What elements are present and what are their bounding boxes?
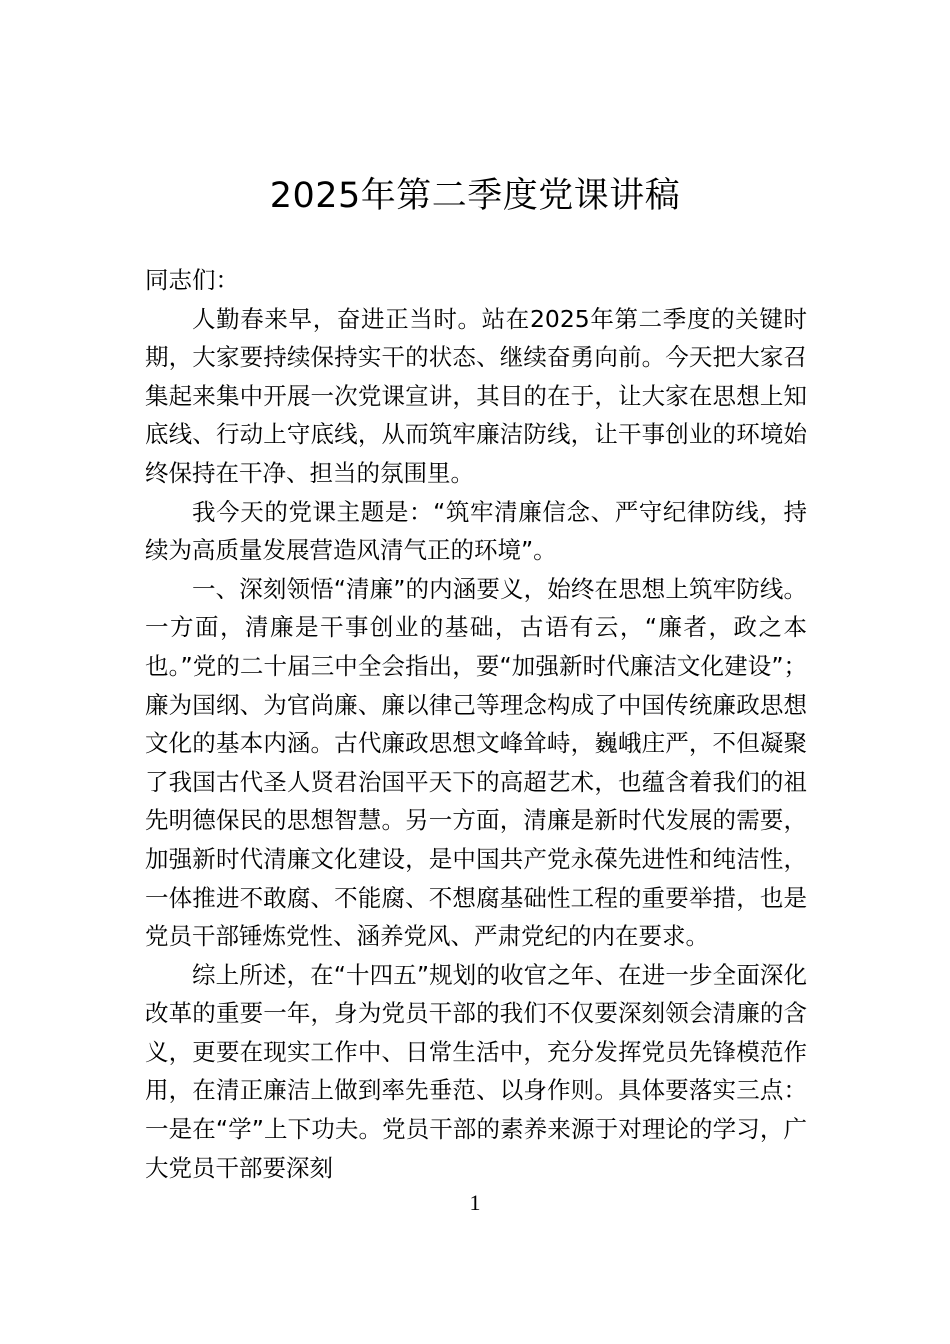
- document-body: [145, 261, 807, 1187]
- paragraph-intro: 人勤春来早，奋进正当时。站在2025年第二季度的关键时期，大家要持续保持实干的状态、继续奋勇向前。今天把大家召集起来集中开展一次党课宣讲，其目的在于，让大家在思想上知底线、行动上守底线，从而筑牢廉洁防线，让干事创业的环境始终保持在干净、担当的氛围里。: [145, 304, 807, 487]
- paragraph-section-one: 一、深刻领悟“清廉”的内涵要义，始终在思想上筑牢防线。一方面，清廉是干事创业的基础，古语有云，“廉者，政之本也。”党的二十届三中全会指出，要“加强新时代廉洁文化建设”；廉为国纲、为官尚廉、廉以律己等理念构成了中国传统廉政思想文化的基本内涵。古代廉政思想文峰耸峙，巍峨庄严，不但凝聚了我国古代圣人贤君治国平天下的高超艺术，也蕴含着我们的祖先明德保民的思想智慧。另一方面，清廉是新时代发展的需要，加强新时代清廉文化建设，是中国共产党永葆先进性和纯洁性，一体推进不敢腐、不能腐、不想腐基础性工程的重要举措，也是党员干部锤炼党性、涵养党风、严肃党纪的内在要求。: [145, 574, 807, 951]
- paragraph-summary: 综上所述，在“十四五”规划的收官之年、在进一步全面深化改革的重要一年，身为党员干部的我们不仅要深刻领会清廉的含义，更要在现实工作中、日常生活中，充分发挥党员先锋模范作用，在清正廉洁上做到率先垂范、以身作则。具体要落实三点：一是在“学”上下功夫。党员干部的素养来源于对理论的学习，广大党员干部要深刻: [145, 960, 807, 1182]
- salutation: 同志们：: [145, 266, 239, 294]
- document-title: 2025年第二季度党课讲稿: [269, 176, 681, 216]
- paragraph-theme: 我今天的党课主题是：“筑牢清廉信念、严守纪律防线，持续为高质量发展营造风清气正的环境”。: [145, 497, 807, 565]
- page-number: 1: [469, 1190, 481, 1215]
